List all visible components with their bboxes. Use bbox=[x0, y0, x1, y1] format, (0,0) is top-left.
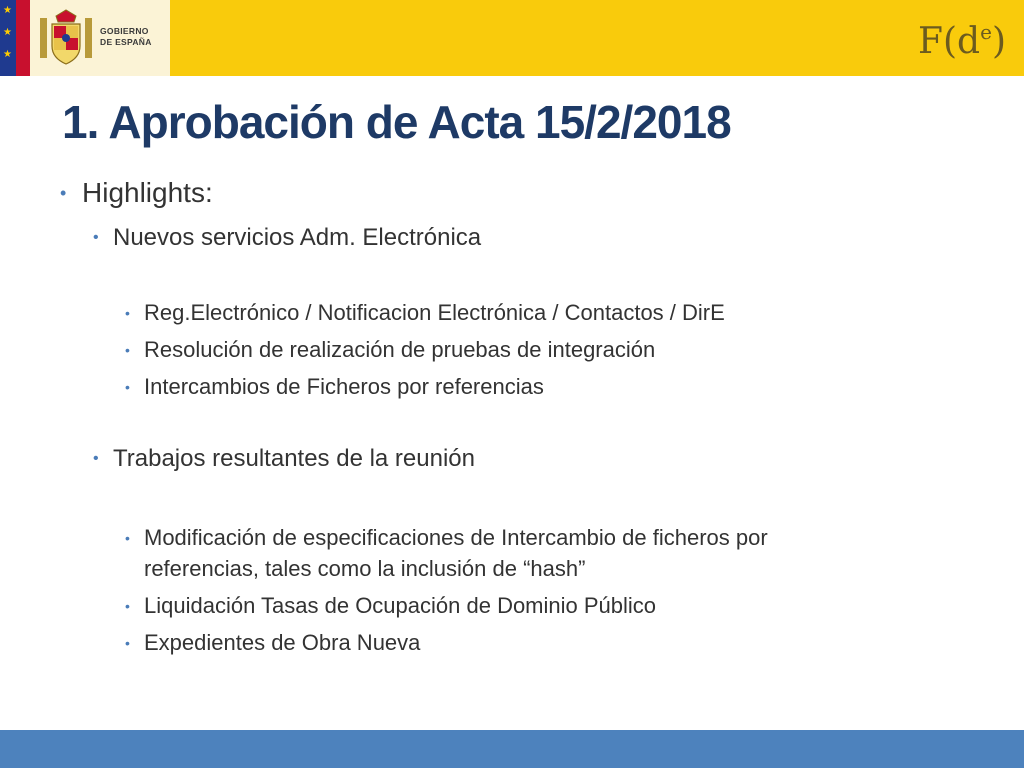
header-band bbox=[0, 0, 1024, 76]
bullet-dot-icon: • bbox=[125, 379, 130, 395]
bullet-text: Intercambios de Ficheros por referencias bbox=[144, 374, 544, 399]
bullet-text: Liquidación Tasas de Ocupación de Dominio Público bbox=[144, 593, 657, 618]
brand-logo-superscript: e bbox=[980, 20, 992, 44]
brand-logo-base: F(d bbox=[918, 21, 981, 62]
eu-flag-strip bbox=[0, 0, 30, 76]
bullet-work-item bbox=[125, 592, 657, 620]
brand-logo bbox=[918, 10, 1006, 64]
bullet-text: Reg.Electrónico / Notificacion Electrónica / Contactos / DirE bbox=[144, 300, 725, 325]
eu-star-icon: ★ bbox=[3, 27, 12, 38]
footer-band bbox=[0, 730, 1024, 768]
bullet-services-heading bbox=[93, 223, 482, 253]
bullet-text: Nuevos servicios Adm. Electrónica bbox=[113, 224, 482, 251]
bullet-dot-icon: • bbox=[125, 635, 130, 651]
bullet-services-item bbox=[125, 336, 656, 364]
government-name-line1: GOBIERNO bbox=[100, 26, 149, 36]
bullet-services-item bbox=[125, 299, 725, 327]
bullet-dot-icon: • bbox=[125, 530, 130, 546]
brand-logo-close: ) bbox=[991, 21, 1006, 62]
bullet-work-heading bbox=[93, 444, 475, 474]
spain-flag-red bbox=[16, 0, 30, 76]
bullet-text-line2: referencias, tales como la inclusión de “hash” bbox=[144, 556, 586, 581]
bullet-text: Expedientes de Obra Nueva bbox=[144, 630, 421, 655]
bullet-text: Trabajos resultantes de la reunión bbox=[113, 445, 475, 472]
bullet-dot-icon: • bbox=[93, 450, 99, 467]
government-name bbox=[100, 26, 152, 48]
bullet-text: Resolución de realización de pruebas de integración bbox=[144, 337, 656, 362]
bullet-work-item-continuation bbox=[144, 555, 585, 583]
bullet-dot-icon: • bbox=[93, 229, 99, 246]
bullet-dot-icon: • bbox=[60, 183, 67, 203]
bullet-dot-icon: • bbox=[125, 598, 130, 614]
bullet-text-line1: Modificación de especificaciones de Intercambio de ficheros por bbox=[144, 525, 768, 550]
eu-star-icon: ★ bbox=[3, 49, 12, 60]
bullet-highlights bbox=[60, 176, 213, 210]
bullet-text: Highlights: bbox=[82, 177, 213, 208]
slide-title: 1. Aprobación de Acta 15/2/2018 bbox=[62, 96, 731, 148]
bullet-dot-icon: • bbox=[125, 305, 130, 321]
coat-of-arms-icon bbox=[38, 8, 94, 68]
government-name-line2: DE ESPAÑA bbox=[100, 37, 152, 47]
bullet-dot-icon: • bbox=[125, 342, 130, 358]
bullet-work-item bbox=[125, 629, 421, 657]
eu-star-icon: ★ bbox=[3, 5, 12, 16]
bullet-services-item bbox=[125, 373, 544, 401]
bullet-work-item bbox=[125, 524, 768, 552]
